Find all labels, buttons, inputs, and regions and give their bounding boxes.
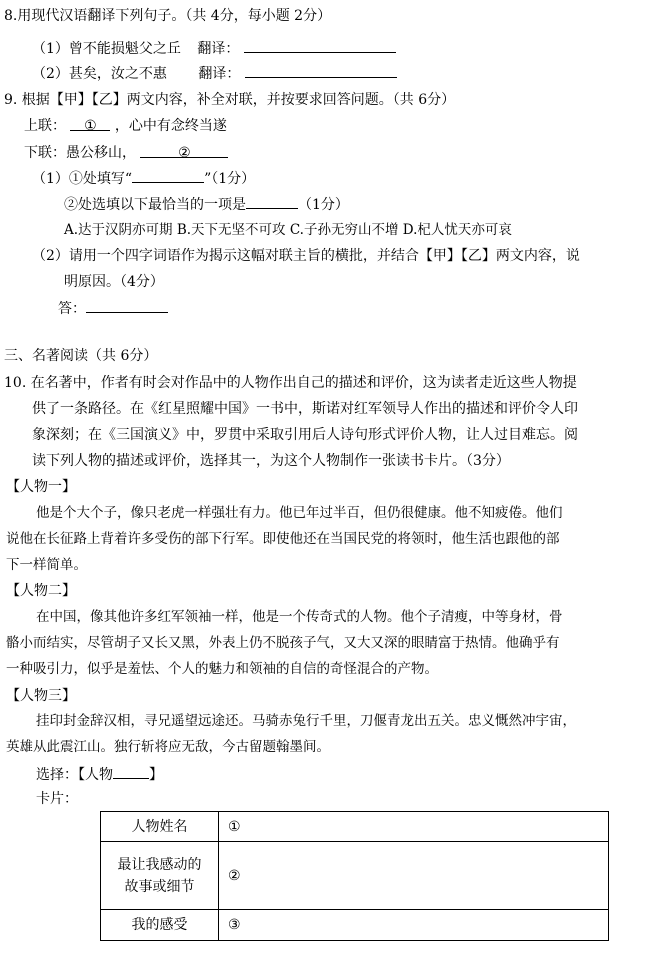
card-label: 卡片： (36, 791, 78, 807)
person3-heading: 【人物三】 (6, 688, 76, 704)
card-key-feeling: 我的感受 (101, 910, 219, 941)
q9-sub2-line2: 明原因。（4分） (64, 274, 164, 290)
card-row-feeling (101, 910, 609, 941)
q8-item1-blank[interactable] (244, 38, 396, 53)
select-end: 】 (149, 767, 163, 783)
select-line (36, 764, 163, 785)
person2-heading: 【人物二】 (6, 583, 76, 599)
select-blank[interactable] (113, 764, 149, 779)
q9-title: 9. 根据【甲】【乙】两文内容，补全对联，并按要求回答问题。（共 6分） (4, 92, 456, 108)
q9-sub1a (32, 168, 255, 189)
q10-line2: 供了一条路径。在《红星照耀中国》一书中，斯诺对红军领导人作出的描述和评价令人印 (32, 401, 578, 417)
sub1a-end: ”（1分） (204, 171, 256, 187)
card-key-story (101, 842, 219, 910)
person1-line3: 下一样简单。 (6, 557, 87, 573)
select-label: 选择：【人物 (36, 767, 113, 783)
lower-label: 下联：愚公移山， (24, 145, 136, 161)
sub1a-text: （1）①处填写“ (32, 171, 133, 187)
translate-label: 翻译： (197, 41, 240, 57)
person2-line3: 一种吸引力，似乎是羞怯、个人的魅力和领袖的自信的奇怪混合的产物。 (6, 661, 438, 677)
card-key-story-line1: 最让我感动的 (117, 856, 202, 873)
q8-item1-text: （1）曾不能损魁父之丘 (32, 41, 181, 57)
reading-card-table (100, 811, 609, 941)
answer-label: 答： (58, 301, 86, 317)
sub1b-blank[interactable] (246, 194, 298, 209)
couplet-lower (24, 143, 228, 163)
couplet-upper (24, 116, 227, 136)
q8-item2 (32, 63, 397, 84)
person3-line1: 挂印封金辞汉相，寻兄遥望远途还。马骑赤兔行千里，刀偃青龙出五关。忠义慨然冲宇宙， (36, 713, 576, 729)
q9-sub1b (64, 194, 349, 215)
q10-line3: 象深刻；在《三国演义》中，罗贯中采取引用后人诗句形式评价人物，让人过目难忘。阅 (32, 427, 578, 443)
card-value-feeling[interactable]: ③ (219, 910, 609, 941)
lower-blank[interactable]: ② (140, 143, 228, 158)
q8-item2-blank[interactable] (245, 63, 397, 78)
q8-item1 (32, 38, 396, 59)
q9-options: A.达于汉阴亦可期 B.天下无坚不可攻 C.子孙无穷山不增 D.杞人忧天亦可哀 (64, 222, 512, 238)
q10-line4: 读下列人物的描述或评价，选择其一，为这个人物制作一张读书卡片。（3分） (32, 453, 510, 469)
person2-line1: 在中国，像其他许多红军领袖一样，他是一个传奇式的人物。他个子清瘦，中等身材，骨 (36, 609, 563, 625)
translate-label: 翻译： (198, 66, 241, 82)
q8-item2-text: （2）甚矣，汝之不惠 (32, 66, 167, 82)
sub1b-end: （1分） (298, 197, 349, 213)
person1-line1: 他是个大个子，像只老虎一样强壮有力。他已年过半百，但仍很健康。他不知疲倦。他们 (36, 505, 563, 521)
q10-line1: 10. 在名著中，作者有时会对作品中的人物作出自己的描述和评价，这为读者走近这些人物提 (4, 375, 577, 391)
person1-line2: 说他在长征路上背着许多受伤的部下行军。即使他还在当国民党的将领时，他生活也跟他的部 (6, 531, 560, 547)
upper-rest: ，心中有念终当遂 (114, 118, 227, 134)
card-key-story-line2: 故事或细节 (124, 878, 195, 895)
person3-line2: 英雄从此震江山。独行斩将应无敌，今古留题翰墨间。 (6, 739, 330, 755)
section3-heading: 三、名著阅读（共 6分） (4, 348, 158, 364)
person2-line2: 骼小而结实，尽管胡子又长又黑，外表上仍不脱孩子气，又大又深的眼睛富于热情。他确乎有 (6, 635, 560, 651)
card-value-story[interactable]: ② (219, 842, 609, 910)
card-value-name[interactable]: ① (219, 812, 609, 842)
person1-heading: 【人物一】 (6, 479, 76, 495)
q9-answer (58, 298, 168, 319)
card-key-name: 人物姓名 (101, 812, 219, 842)
upper-label: 上联： (24, 118, 66, 134)
upper-blank[interactable]: ① (70, 116, 110, 131)
card-row-story (101, 842, 609, 910)
sub1b-text: ②处选填以下最恰当的一项是 (64, 197, 246, 213)
answer-blank[interactable] (86, 298, 168, 313)
q9-sub2-line1: （2）请用一个四字词语作为揭示这幅对联主旨的横批，并结合【甲】【乙】两文内容，说 (32, 248, 580, 264)
card-row-name (101, 812, 609, 842)
sub1a-blank[interactable] (132, 168, 204, 183)
q8-title: 8.用现代汉语翻译下列句子。（共 4分，每小题 2分） (4, 8, 332, 24)
